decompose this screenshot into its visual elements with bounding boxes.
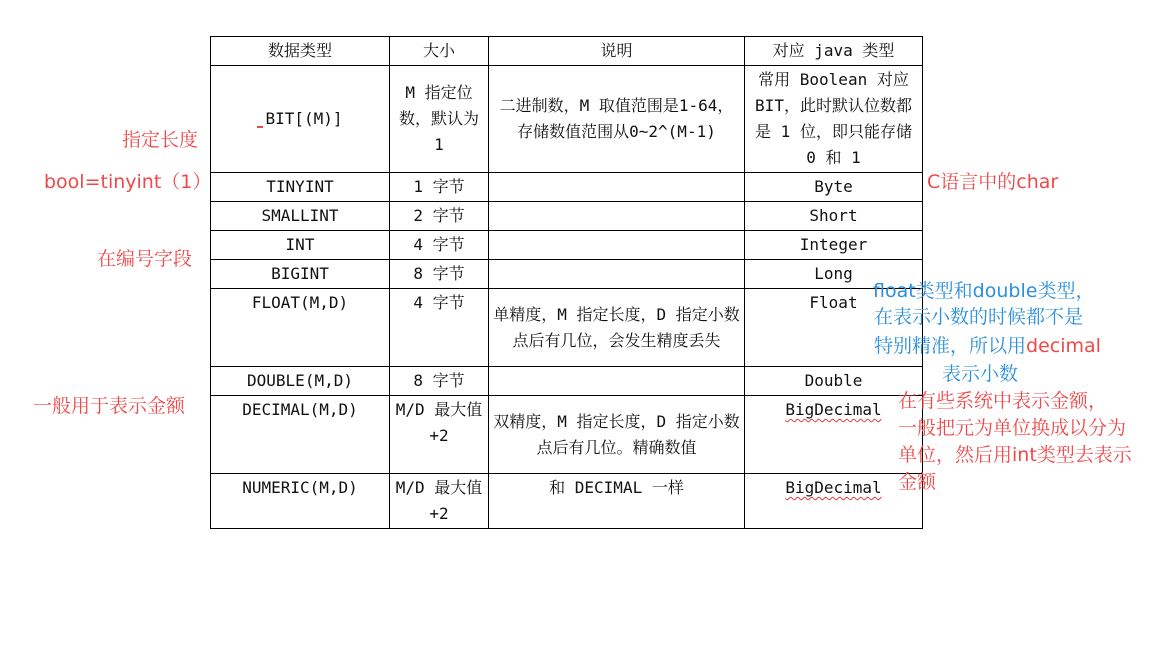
annotation-c-char: C语言中的char (927, 171, 1059, 193)
cell-desc: 单精度，M 指定长度，D 指定小数点后有几位，会发生精度丢失 (489, 289, 745, 367)
cell-java: Long (745, 260, 923, 289)
cell-type: NUMERIC(M,D) (211, 474, 390, 529)
cell-java-text: BigDecimal (785, 478, 882, 497)
annotation-float-decimal: decimal (1026, 335, 1101, 357)
annotation-money-line-1: 在有些系统中表示金额， (898, 390, 1108, 412)
annotation-float-line-3a: 特别精准，所以用 (874, 335, 1027, 357)
cell-size: 8 字节 (390, 260, 489, 289)
data-type-table (210, 36, 923, 529)
table-row (211, 260, 923, 289)
cell-type: FLOAT(M,D) (211, 289, 390, 367)
annotation-float-line-3 (874, 333, 1101, 359)
header-cell-java: 对应 java 类型 (745, 37, 923, 66)
cell-type: BIGINT (211, 260, 390, 289)
annotation-bigint-id: 在编号字段 (97, 248, 193, 270)
cell-java (745, 474, 923, 529)
table-row (211, 231, 923, 260)
cell-size: 1 字节 (390, 173, 489, 202)
cell-desc (489, 173, 745, 202)
table-row (211, 202, 923, 231)
cell-desc: 双精度，M 指定长度，D 指定小数点后有几位。精确数值 (489, 396, 745, 474)
header-cell-desc: 说明 (489, 37, 745, 66)
table-row (211, 289, 923, 367)
table-header-row (211, 37, 923, 66)
cell-java: 常用 Boolean 对应BIT，此时默认位数都是 1 位，即只能存储 0 和 1 (745, 66, 923, 173)
cell-desc (489, 231, 745, 260)
annotation-money-line-3: 单位，然后用int类型去表示 (898, 444, 1132, 466)
cell-size: 4 字节 (390, 231, 489, 260)
annotation-float-line-4: 表示小数 (942, 363, 1019, 385)
cell-java-text: BigDecimal (785, 400, 882, 419)
table-row (211, 474, 923, 529)
cell-type: TINYINT (211, 173, 390, 202)
cell-size: 4 字节 (390, 289, 489, 367)
cell-java: Double (745, 367, 923, 396)
table-row (211, 396, 923, 474)
annotation-bit-length: 指定长度 (122, 129, 199, 151)
cell-java: Short (745, 202, 923, 231)
annotation-money-line-4: 金额 (898, 471, 937, 493)
cell-desc (489, 260, 745, 289)
cell-type: DOUBLE(M,D) (211, 367, 390, 396)
cell-desc (489, 202, 745, 231)
cell-type-text: BIT[(M)] (265, 109, 343, 128)
cell-type: DECIMAL(M,D) (211, 396, 390, 474)
cell-desc (489, 367, 745, 396)
cell-desc: 二进制数，M 取值范围是1-64，存储数值范围从0~2^(M-1) (489, 66, 745, 173)
cursor-mark (257, 126, 263, 128)
cell-type: INT (211, 231, 390, 260)
cell-size: M/D 最大值+2 (390, 474, 489, 529)
table-row (211, 367, 923, 396)
header-cell-type: 数据类型 (211, 37, 390, 66)
annotation-bool-tinyint: bool=tinyint（1） (44, 171, 212, 193)
cell-desc: 和 DECIMAL 一样 (489, 474, 745, 529)
table-row (211, 66, 923, 173)
cell-size: 2 字节 (390, 202, 489, 231)
table-row (211, 173, 923, 202)
cell-type: SMALLINT (211, 202, 390, 231)
annotation-float-line-1: float类型和double类型， (873, 280, 1095, 302)
annotation-money-line-2: 一般把元为单位换成以分为 (898, 417, 1127, 439)
cell-java: Float (745, 289, 923, 367)
cell-java (745, 396, 923, 474)
cell-size: M 指定位数，默认为 1 (390, 66, 489, 173)
header-cell-size: 大小 (390, 37, 489, 66)
cell-type (211, 66, 390, 173)
cell-size: M/D 最大值+2 (390, 396, 489, 474)
annotation-float-line-2: 在表示小数的时候都不是 (874, 306, 1084, 328)
annotation-decimal-money: 一般用于表示金额 (33, 395, 186, 417)
cell-size: 8 字节 (390, 367, 489, 396)
cell-java: Integer (745, 231, 923, 260)
cell-java: Byte (745, 173, 923, 202)
